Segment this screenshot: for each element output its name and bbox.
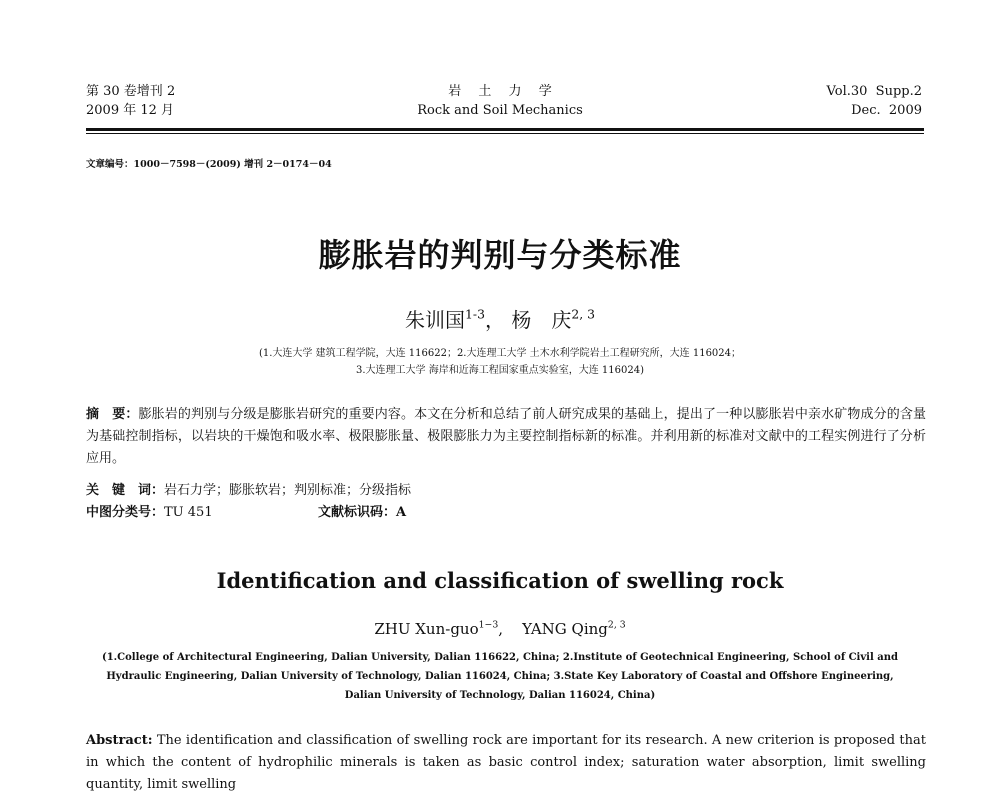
- author-affiliation-mark: 1-3: [465, 306, 485, 322]
- journal-name-en: Rock and Soil Mechanics: [417, 103, 583, 118]
- authors-en: [0, 620, 1000, 638]
- author-affiliation-mark: 2, 3: [571, 306, 595, 322]
- header-rule-thin: [86, 133, 924, 134]
- date-en: Dec. 2009: [851, 103, 922, 118]
- paper-title-cn: 膨胀岩的判别与分类标准: [318, 236, 682, 274]
- paper-title-en: Identification and classification of swelling rock: [216, 568, 784, 593]
- abstract-en: [86, 730, 926, 796]
- abstract-text-cn: 膨胀岩的判别与分级是膨胀岩研究的重要内容。本文在分析和总结了前人研究成果的基础上，提出了一种以膨胀岩中亲水矿物成分的含量为基础控制指标，以岩块的干燥饱和吸水率、极限膨胀量、极限膨胀力为主要控制指标新的标准。并利用新的标准对文献中的工程实例进行了分析应用。: [86, 407, 926, 466]
- affiliations-cn: [0, 345, 1000, 379]
- author-name: YANG Qing: [522, 620, 608, 638]
- clc-number: [86, 502, 213, 524]
- header-right: [827, 82, 922, 120]
- author-affiliation-mark: 2, 3: [607, 619, 626, 631]
- clc-label: 中图分类号：: [86, 505, 165, 520]
- journal-name-cn: 岩 土 力 学: [448, 84, 552, 99]
- volume-issue-cn: 第 30 卷增刊 2: [86, 84, 176, 99]
- keywords-label-cn: 关 键 词：: [86, 483, 165, 498]
- document-code-label: 文献标识码：: [318, 505, 397, 520]
- author-separator: ,: [498, 620, 523, 638]
- affiliations-en: (1.College of Architectural Engineering, Dalian University, Dalian 116622, China; 2.Institute of Geotechnical Engineering, School of Civil and Hydraulic Engineering, Dalian University of Technology, Dalian 116024, China; 3.State Key Laboratory of Coastal and Offshore Engineering, Dalian University of Technology, Dalian 116024, China): [101, 652, 898, 701]
- authors-cn: [0, 304, 1000, 333]
- article-number-label: 文章编号：: [86, 159, 134, 170]
- keywords-text-cn: 岩石力学；膨胀软岩；判别标准；分级指标: [164, 483, 412, 498]
- document-code-value: A: [396, 505, 407, 520]
- author-name: ZHU Xun-guo: [374, 620, 479, 638]
- volume-issue-en: Vol.30 Supp.2: [826, 84, 922, 99]
- abstract-label-cn: 摘 要：: [86, 407, 139, 422]
- header-left: [86, 82, 175, 120]
- date-cn: 2009 年 12 月: [86, 103, 175, 118]
- header-center: [300, 82, 700, 120]
- header-rule-thick: [86, 128, 924, 131]
- article-number: [86, 156, 332, 170]
- author-name: 朱训国: [405, 308, 465, 332]
- abstract-label-en: Abstract:: [86, 733, 153, 748]
- document-code: [318, 502, 406, 524]
- abstract-text-en: The identification and classification of swelling rock are important for its research. A new criterion is proposed that in which the content of hydrophilic minerals is taken as basic control index; saturation water absorption, limit swelling quantity, limit swelling: [86, 733, 926, 792]
- author-separator: ，: [484, 308, 505, 332]
- affiliation-line: (1.大连大学 建筑工程学院，大连 116622；2.大连理工大学 土木水利学院岩土工程研究所，大连 116024；: [258, 348, 742, 359]
- author-name: 杨 庆: [511, 308, 572, 332]
- abstract-cn: [86, 404, 926, 470]
- author-affiliation-mark: 1−3: [478, 619, 499, 631]
- clc-value: TU 451: [164, 505, 213, 520]
- article-number-value: 1000－7598－(2009) 增刊 2－0174－04: [133, 159, 332, 170]
- keywords-cn: [86, 480, 411, 502]
- affiliation-line: 3.大连理工大学 海岸和近海工程国家重点实验室，大连 116024): [356, 365, 644, 376]
